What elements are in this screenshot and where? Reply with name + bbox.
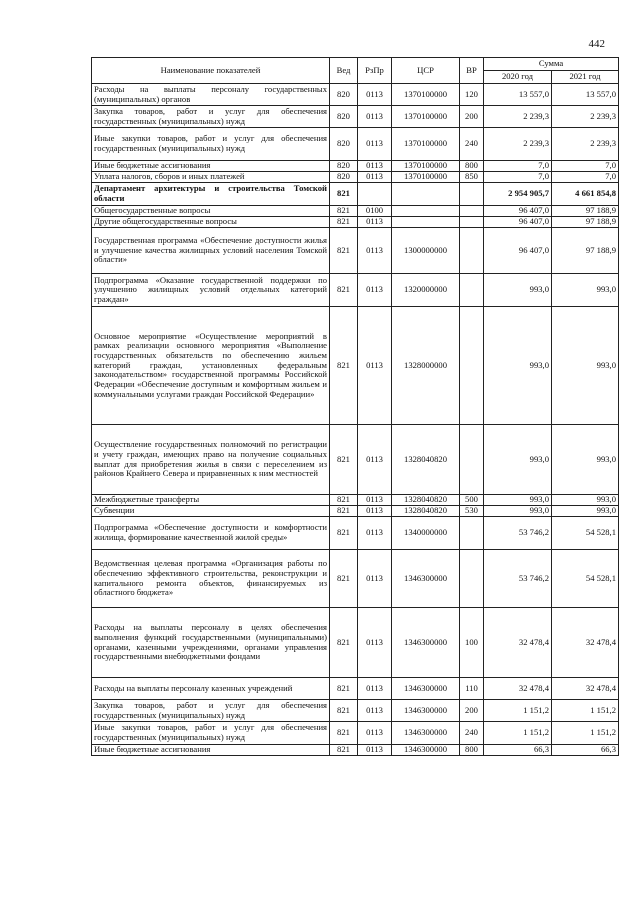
row-name: Иные бюджетные ассигнования	[92, 161, 330, 172]
row-rzpr: 0113	[358, 172, 392, 183]
row-rzpr: 0113	[358, 161, 392, 172]
table-body	[92, 84, 619, 756]
table-row	[92, 206, 619, 217]
row-amount-2020: 2 239,3	[484, 106, 552, 128]
table-row	[92, 106, 619, 128]
row-csr: 1346300000	[392, 722, 460, 745]
row-amount-2020: 2 954 905,7	[484, 183, 552, 206]
table-row	[92, 700, 619, 722]
row-amount-2020: 1 151,2	[484, 722, 552, 745]
row-rzpr: 0113	[358, 274, 392, 307]
row-csr: 1346300000	[392, 700, 460, 722]
row-name: Расходы на выплаты персоналу казенных учреждений	[92, 678, 330, 700]
row-amount-2021: 13 557,0	[552, 84, 619, 106]
row-name: Расходы на выплаты персоналу в целях обеспечения выполнения функций государственными (муниципальными) органами, казенными учреждениями, органами управления государственными внебюджетными фондами	[92, 608, 330, 678]
row-amount-2020: 993,0	[484, 274, 552, 307]
row-name: Департамент архитектуры и строительства Томской области	[92, 183, 330, 206]
row-vr: 800	[460, 745, 484, 756]
row-ved: 820	[330, 128, 358, 161]
row-ved: 820	[330, 106, 358, 128]
row-amount-2020: 993,0	[484, 425, 552, 495]
row-vr: 850	[460, 172, 484, 183]
row-ved: 821	[330, 722, 358, 745]
row-rzpr: 0113	[358, 517, 392, 550]
row-rzpr: 0113	[358, 678, 392, 700]
row-amount-2021: 993,0	[552, 274, 619, 307]
row-rzpr: 0113	[358, 506, 392, 517]
table-row	[92, 495, 619, 506]
row-csr: 1370100000	[392, 172, 460, 183]
row-amount-2021: 97 188,9	[552, 228, 619, 274]
page-number: 442	[588, 38, 605, 50]
table-row	[92, 172, 619, 183]
table-row	[92, 228, 619, 274]
row-vr: 240	[460, 722, 484, 745]
row-vr: 100	[460, 608, 484, 678]
row-amount-2020: 2 239,3	[484, 128, 552, 161]
row-amount-2020: 993,0	[484, 495, 552, 506]
table-row	[92, 745, 619, 756]
row-ved: 821	[330, 307, 358, 425]
row-amount-2020: 66,3	[484, 745, 552, 756]
header-year-2021: 2021 год	[552, 71, 619, 84]
row-ved: 820	[330, 172, 358, 183]
row-amount-2020: 1 151,2	[484, 700, 552, 722]
table-row	[92, 128, 619, 161]
row-ved: 821	[330, 217, 358, 228]
row-rzpr: 0113	[358, 228, 392, 274]
row-csr: 1328040820	[392, 506, 460, 517]
row-name: Основное мероприятие «Осуществление мероприятий в рамках реализации основного мероприятия «Выполнение государственных обязательств по обеспечению жильем категорий граждан, установленных федеральным законодательством» государственной программы Российской Федерации «Обеспечение доступным и комфортным жильем и коммунальными услугами граждан Российской Федерации»	[92, 307, 330, 425]
row-csr: 1346300000	[392, 608, 460, 678]
budget-table	[91, 57, 619, 756]
row-csr: 1340000000	[392, 517, 460, 550]
row-csr	[392, 217, 460, 228]
table-row	[92, 183, 619, 206]
row-amount-2021: 1 151,2	[552, 722, 619, 745]
row-rzpr: 0113	[358, 84, 392, 106]
row-amount-2021: 993,0	[552, 307, 619, 425]
row-rzpr	[358, 183, 392, 206]
row-amount-2021: 32 478,4	[552, 678, 619, 700]
row-vr	[460, 217, 484, 228]
row-name: Иные бюджетные ассигнования	[92, 745, 330, 756]
table-row	[92, 722, 619, 745]
table-row	[92, 307, 619, 425]
row-amount-2021: 97 188,9	[552, 206, 619, 217]
row-ved: 821	[330, 206, 358, 217]
row-amount-2021: 54 528,1	[552, 550, 619, 608]
row-vr: 530	[460, 506, 484, 517]
row-csr: 1328040820	[392, 495, 460, 506]
row-rzpr: 0113	[358, 217, 392, 228]
row-ved: 821	[330, 745, 358, 756]
row-csr: 1370100000	[392, 128, 460, 161]
row-ved: 820	[330, 161, 358, 172]
row-csr: 1320000000	[392, 274, 460, 307]
row-amount-2021: 32 478,4	[552, 608, 619, 678]
row-name: Закупка товаров, работ и услуг для обеспечения государственных (муниципальных) нужд	[92, 106, 330, 128]
row-amount-2021: 4 661 854,8	[552, 183, 619, 206]
row-amount-2021: 1 151,2	[552, 700, 619, 722]
row-amount-2021: 2 239,3	[552, 128, 619, 161]
row-csr: 1300000000	[392, 228, 460, 274]
row-rzpr: 0113	[358, 608, 392, 678]
table-row	[92, 506, 619, 517]
row-ved: 821	[330, 425, 358, 495]
row-csr: 1370100000	[392, 106, 460, 128]
header-sum: Сумма	[484, 58, 619, 71]
row-csr: 1328040820	[392, 425, 460, 495]
row-vr: 120	[460, 84, 484, 106]
table-row	[92, 550, 619, 608]
row-vr: 200	[460, 700, 484, 722]
row-amount-2021: 97 188,9	[552, 217, 619, 228]
row-vr: 200	[460, 106, 484, 128]
row-amount-2020: 53 746,2	[484, 550, 552, 608]
row-vr	[460, 274, 484, 307]
table-row	[92, 161, 619, 172]
row-rzpr: 0113	[358, 722, 392, 745]
row-amount-2021: 7,0	[552, 172, 619, 183]
row-csr: 1346300000	[392, 550, 460, 608]
header-name: Наименование показателей	[92, 58, 330, 84]
row-name: Общегосударственные вопросы	[92, 206, 330, 217]
row-name: Осуществление государственных полномочий по регистрации и учету граждан, имеющих право на получение социальных выплат для приобретения жилья в связи с переселением из районов Крайнего Севера и приравненных к ним местностей	[92, 425, 330, 495]
row-vr	[460, 517, 484, 550]
row-rzpr: 0113	[358, 307, 392, 425]
row-amount-2021: 993,0	[552, 506, 619, 517]
header-vr: ВР	[460, 58, 484, 84]
row-amount-2021: 7,0	[552, 161, 619, 172]
row-name: Межбюджетные трансферты	[92, 495, 330, 506]
table-row	[92, 274, 619, 307]
row-rzpr: 0113	[358, 550, 392, 608]
row-rzpr: 0100	[358, 206, 392, 217]
table-row	[92, 425, 619, 495]
row-name: Расходы на выплаты персоналу государственных (муниципальных) органов	[92, 84, 330, 106]
row-ved: 821	[330, 183, 358, 206]
row-rzpr: 0113	[358, 106, 392, 128]
row-name: Иные закупки товаров, работ и услуг для обеспечения государственных (муниципальных) нужд	[92, 128, 330, 161]
row-vr	[460, 206, 484, 217]
header-rzpr: РзПр	[358, 58, 392, 84]
row-vr	[460, 183, 484, 206]
table-row	[92, 608, 619, 678]
row-amount-2021: 993,0	[552, 425, 619, 495]
row-ved: 821	[330, 495, 358, 506]
row-ved: 821	[330, 506, 358, 517]
row-rzpr: 0113	[358, 495, 392, 506]
row-name: Иные закупки товаров, работ и услуг для обеспечения государственных (муниципальных) нужд	[92, 722, 330, 745]
table-row	[92, 678, 619, 700]
row-name: Закупка товаров, работ и услуг для обеспечения государственных (муниципальных) нужд	[92, 700, 330, 722]
row-csr: 1346300000	[392, 678, 460, 700]
row-amount-2021: 2 239,3	[552, 106, 619, 128]
header-csr: ЦСР	[392, 58, 460, 84]
row-name: Уплата налогов, сборов и иных платежей	[92, 172, 330, 183]
row-ved: 821	[330, 228, 358, 274]
row-amount-2020: 13 557,0	[484, 84, 552, 106]
row-name: Ведомственная целевая программа «Организация работы по обеспечению эффективного строительства, реконструкции и капитального ремонта объектов, финансируемых из областного бюджета»	[92, 550, 330, 608]
row-ved: 821	[330, 678, 358, 700]
row-csr: 1370100000	[392, 84, 460, 106]
row-vr: 110	[460, 678, 484, 700]
row-ved: 820	[330, 84, 358, 106]
row-csr: 1370100000	[392, 161, 460, 172]
row-name: Подпрограмма «Обеспечение доступности и комфортности жилища, формирование качественной жилой среды»	[92, 517, 330, 550]
row-amount-2020: 7,0	[484, 172, 552, 183]
header-ved: Вед	[330, 58, 358, 84]
row-csr: 1328000000	[392, 307, 460, 425]
row-name: Подпрограмма «Оказание государственной поддержки по улучшению жилищных условий отдельных категорий граждан»	[92, 274, 330, 307]
header-year-2020: 2020 год	[484, 71, 552, 84]
row-vr: 500	[460, 495, 484, 506]
row-vr	[460, 425, 484, 495]
row-amount-2020: 96 407,0	[484, 228, 552, 274]
row-name: Государственная программа «Обеспечение доступности жилья и улучшение качества жилищных условий населения Томской области»	[92, 228, 330, 274]
row-rzpr: 0113	[358, 128, 392, 161]
row-amount-2020: 96 407,0	[484, 206, 552, 217]
row-vr: 240	[460, 128, 484, 161]
row-amount-2020: 993,0	[484, 307, 552, 425]
row-amount-2021: 66,3	[552, 745, 619, 756]
table-row	[92, 217, 619, 228]
row-name: Субвенции	[92, 506, 330, 517]
row-ved: 821	[330, 608, 358, 678]
row-rzpr: 0113	[358, 700, 392, 722]
row-vr	[460, 228, 484, 274]
table-row	[92, 517, 619, 550]
table-row	[92, 84, 619, 106]
row-rzpr: 0113	[358, 425, 392, 495]
row-vr	[460, 550, 484, 608]
row-csr: 1346300000	[392, 745, 460, 756]
row-vr: 800	[460, 161, 484, 172]
row-ved: 821	[330, 274, 358, 307]
row-vr	[460, 307, 484, 425]
row-ved: 821	[330, 517, 358, 550]
row-amount-2021: 993,0	[552, 495, 619, 506]
row-ved: 821	[330, 700, 358, 722]
row-csr	[392, 206, 460, 217]
row-name: Другие общегосударственные вопросы	[92, 217, 330, 228]
row-csr	[392, 183, 460, 206]
row-ved: 821	[330, 550, 358, 608]
row-amount-2020: 32 478,4	[484, 608, 552, 678]
row-amount-2020: 53 746,2	[484, 517, 552, 550]
row-amount-2020: 993,0	[484, 506, 552, 517]
row-amount-2020: 32 478,4	[484, 678, 552, 700]
row-amount-2021: 54 528,1	[552, 517, 619, 550]
row-rzpr: 0113	[358, 745, 392, 756]
row-amount-2020: 96 407,0	[484, 217, 552, 228]
row-amount-2020: 7,0	[484, 161, 552, 172]
